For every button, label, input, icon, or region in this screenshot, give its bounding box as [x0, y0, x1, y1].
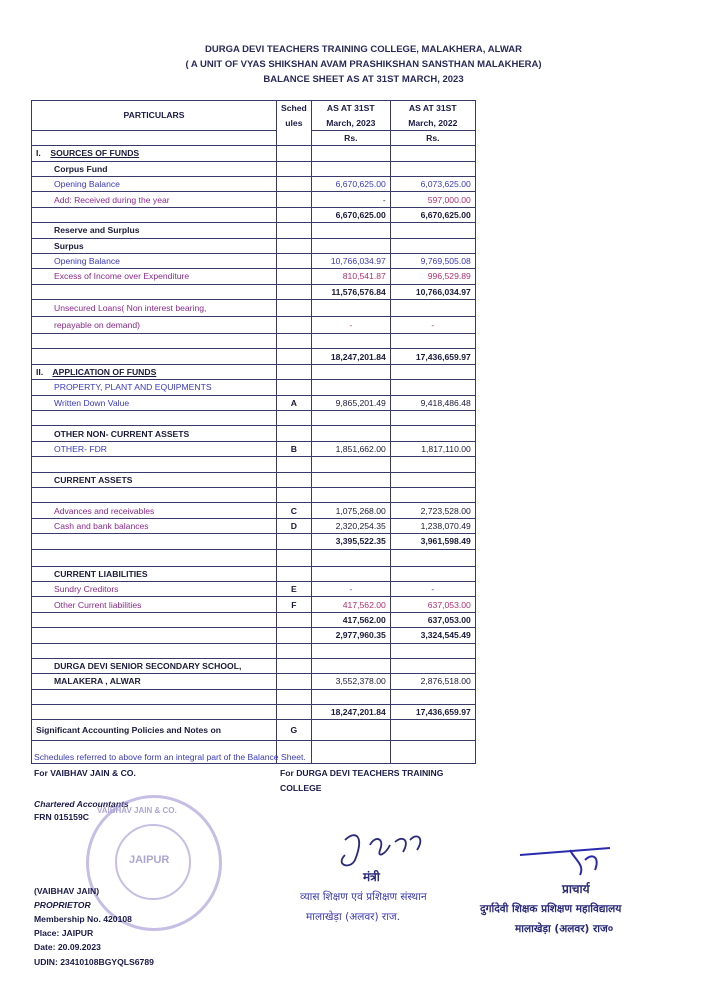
- table-row: [32, 581, 476, 596]
- value-2022: 9,769,505.08: [390, 253, 475, 268]
- secretary-org: व्यास शिक्षण एवं प्रशिक्षण संस्थान: [300, 891, 427, 903]
- row-label: Excess of Income over Expenditure: [32, 269, 277, 284]
- schedule-ref: A: [277, 395, 312, 410]
- seal-city: JAIPUR: [129, 854, 170, 866]
- schedule-ref: C: [277, 503, 312, 518]
- col-schedules-1: Sched: [277, 101, 312, 116]
- value-2022: 9,418,486.48: [390, 395, 475, 410]
- table-row: [32, 705, 476, 720]
- table-row: [32, 628, 476, 643]
- schedule-ref: F: [277, 597, 312, 612]
- table-row: [32, 534, 476, 549]
- table-row: [32, 317, 476, 334]
- principal-label: प्राचार्य: [562, 882, 590, 896]
- col-particulars: PARTICULARS: [32, 101, 277, 131]
- table-row: [32, 300, 476, 317]
- subtotal-2023: 6,670,625.00: [311, 207, 390, 222]
- college-name: DURGA DEVI TEACHERS TRAINING COLLEGE, MALAKHERA, ALWAR: [204, 44, 523, 55]
- value-2023: -: [311, 581, 390, 596]
- value-2023: 1,851,662.00: [311, 441, 390, 456]
- table-row: [32, 238, 476, 253]
- date: Date: 20.09.2023: [34, 942, 101, 952]
- value-2022: 2,876,518.00: [390, 674, 475, 689]
- subtotal-2023: 3,395,522.35: [311, 534, 390, 549]
- row-label: DURGA DEVI SENIOR SECONDARY SCHOOL,: [32, 658, 277, 673]
- row-label: PROPERTY, PLANT AND EQUIPMENTS: [32, 380, 277, 395]
- secretary-label: मंत्री: [363, 870, 380, 884]
- seal-ring: VAIBHAV JAIN & CO.: [97, 806, 177, 815]
- table-row: [32, 284, 476, 299]
- auditor-firm: For VAIBHAV JAIN & CO.: [34, 768, 136, 778]
- principal-place: मालाखेड़ा (अलवर) राज०: [515, 923, 614, 935]
- value-2023: 417,562.00: [311, 597, 390, 612]
- table-row: [32, 426, 476, 441]
- schedule-ref: E: [277, 581, 312, 596]
- value-2022: 6,073,625.00: [390, 176, 475, 191]
- secretary-place: मालाखेड़ा (अलवर) राज.: [306, 911, 401, 923]
- value-2023: 10,766,034.97: [311, 253, 390, 268]
- udin: UDIN: 23410108BGYQLS6789: [34, 957, 154, 967]
- currency-2023: Rs.: [311, 130, 390, 145]
- total-application-2023: 18,247,201.84: [311, 705, 390, 720]
- table-row: [32, 269, 476, 284]
- row-label: Reserve and Surplus: [32, 223, 277, 238]
- subtotal-2023: 11,576,576.84: [311, 284, 390, 299]
- table-row: [32, 457, 476, 472]
- table-row: [32, 689, 476, 704]
- subtotal-2022: 10,766,034.97: [390, 284, 475, 299]
- schedule-ref: D: [277, 518, 312, 533]
- row-label: OTHER- FDR: [32, 441, 277, 456]
- value-2022: -: [390, 581, 475, 596]
- header-row: [32, 101, 476, 116]
- table-row: [32, 472, 476, 487]
- row-label: Corpus Fund: [32, 161, 277, 176]
- value-2023: 2,320,254.35: [311, 518, 390, 533]
- row-label: II. APPLICATION OF FUNDS: [32, 364, 277, 379]
- row-label: Opening Balance: [32, 176, 277, 191]
- currency-sched-blank: [277, 130, 312, 145]
- table-row: [32, 349, 476, 364]
- currency-2022: Rs.: [390, 130, 475, 145]
- table-row: [32, 503, 476, 518]
- schedule-ref: B: [277, 441, 312, 456]
- value-2023: 9,865,201.49: [311, 395, 390, 410]
- integral-note: Schedules referred to above form an integral part of the Balance Sheet.: [34, 752, 306, 762]
- row-label: Significant Accounting Policies and Notes on: [32, 720, 277, 741]
- value-2022: 2,723,528.00: [390, 503, 475, 518]
- principal-signature: [515, 840, 625, 880]
- value-2022: 637,053.00: [390, 597, 475, 612]
- table-row: [32, 566, 476, 581]
- value-2022: 996,529.89: [390, 269, 475, 284]
- subtotal-2023: 417,562.00: [311, 612, 390, 627]
- auditor-frn: FRN 015159C: [34, 812, 89, 822]
- table-row: [32, 518, 476, 533]
- total-application-2022: 17,436,659.97: [390, 705, 475, 720]
- table-row: [32, 658, 476, 673]
- col-2022-line1: AS AT 31ST: [390, 101, 475, 116]
- value-2023: 810,541.87: [311, 269, 390, 284]
- table-row: [32, 223, 476, 238]
- net-current-2023: 2,977,960.35: [311, 628, 390, 643]
- sheet-title: BALANCE SHEET AS AT 31ST MARCH, 2023: [263, 74, 464, 85]
- unit-of-line: ( A UNIT OF VYAS SHIKSHAN AVAM PRASHIKSHAN SANSTHAN MALAKHERA): [185, 59, 542, 70]
- row-label: repayable on demand): [32, 317, 277, 334]
- principal-org: दुर्गादेवी शिक्षक प्रशिक्षण महाविद्यालय: [480, 903, 622, 915]
- subtotal-2022: 3,961,598.49: [390, 534, 475, 549]
- table-row: [32, 549, 476, 566]
- college-for-line1: For DURGA DEVI TEACHERS TRAINING: [280, 768, 444, 778]
- subtotal-2022: 637,053.00: [390, 612, 475, 627]
- auditor-title: PROPRIETOR: [34, 900, 91, 910]
- net-current-2022: 3,324,545.49: [390, 628, 475, 643]
- row-label: OTHER NON- CURRENT ASSETS: [32, 426, 277, 441]
- row-label: MALAKERA , ALWAR: [32, 674, 277, 689]
- subtotal-2022: 6,670,625.00: [390, 207, 475, 222]
- col-2023-line2: March, 2023: [311, 115, 390, 130]
- total-sources-2023: 18,247,201.84: [311, 349, 390, 364]
- col-2023-line1: AS AT 31ST: [311, 101, 390, 116]
- auditor-name: (VAIBHAV JAIN): [34, 886, 100, 896]
- row-label: Cash and bank balances: [32, 518, 277, 533]
- value-2022: 597,000.00: [390, 192, 475, 207]
- table-row: [32, 643, 476, 658]
- value-2023: -: [311, 317, 390, 334]
- value-2023: -: [311, 192, 390, 207]
- value-2023: 6,670,625.00: [311, 176, 390, 191]
- value-2023: 3,552,378.00: [311, 674, 390, 689]
- auditor-role: Chartered Accountants: [34, 799, 129, 809]
- row-label: Written Down Value: [32, 395, 277, 410]
- membership-no: Membership No. 420108: [34, 914, 132, 924]
- table-row: [32, 207, 476, 222]
- value-2023: 1,075,268.00: [311, 503, 390, 518]
- row-label: CURRENT ASSETS: [32, 472, 277, 487]
- schedule-ref: G: [277, 720, 312, 741]
- table-row: [32, 411, 476, 426]
- col-2022-line2: March, 2022: [390, 115, 475, 130]
- table-row: [32, 395, 476, 410]
- table-row: [32, 192, 476, 207]
- table-row: [32, 720, 476, 741]
- table-row: [32, 380, 476, 395]
- total-sources-2022: 17,436,659.97: [390, 349, 475, 364]
- row-label: CURRENT LIABILITIES: [32, 566, 277, 581]
- table-row: [32, 334, 476, 349]
- table-row: [32, 176, 476, 191]
- row-label: I. SOURCES OF FUNDS: [32, 146, 277, 161]
- row-label: Surpus: [32, 238, 277, 253]
- college-for-line2: COLLEGE: [280, 783, 322, 793]
- table-row: [32, 364, 476, 379]
- row-label: Sundry Creditors: [32, 581, 277, 596]
- secretary-signature: [325, 820, 435, 880]
- table-row: [32, 161, 476, 176]
- row-label: Advances and receivables: [32, 503, 277, 518]
- currency-row: [32, 130, 476, 145]
- col-schedules-2: ules: [277, 115, 312, 130]
- auditor-seal: [86, 795, 222, 931]
- table-row: [32, 487, 476, 502]
- table-row: [32, 253, 476, 268]
- table-row: [32, 612, 476, 627]
- row-label: Opening Balance: [32, 253, 277, 268]
- value-2022: 1,238,070.49: [390, 518, 475, 533]
- table-row: [32, 674, 476, 689]
- balance-sheet-table: [31, 100, 476, 764]
- row-label: Unsecured Loans( Non interest bearing,: [32, 300, 277, 317]
- value-2022: -: [390, 317, 475, 334]
- row-label: Other Current liabilities: [32, 597, 277, 612]
- value-2022: 1,817,110.00: [390, 441, 475, 456]
- place: Place: JAIPUR: [34, 928, 94, 938]
- row-label: Add: Received during the year: [32, 192, 277, 207]
- table-row: [32, 146, 476, 161]
- table-row: [32, 597, 476, 612]
- table-row: [32, 441, 476, 456]
